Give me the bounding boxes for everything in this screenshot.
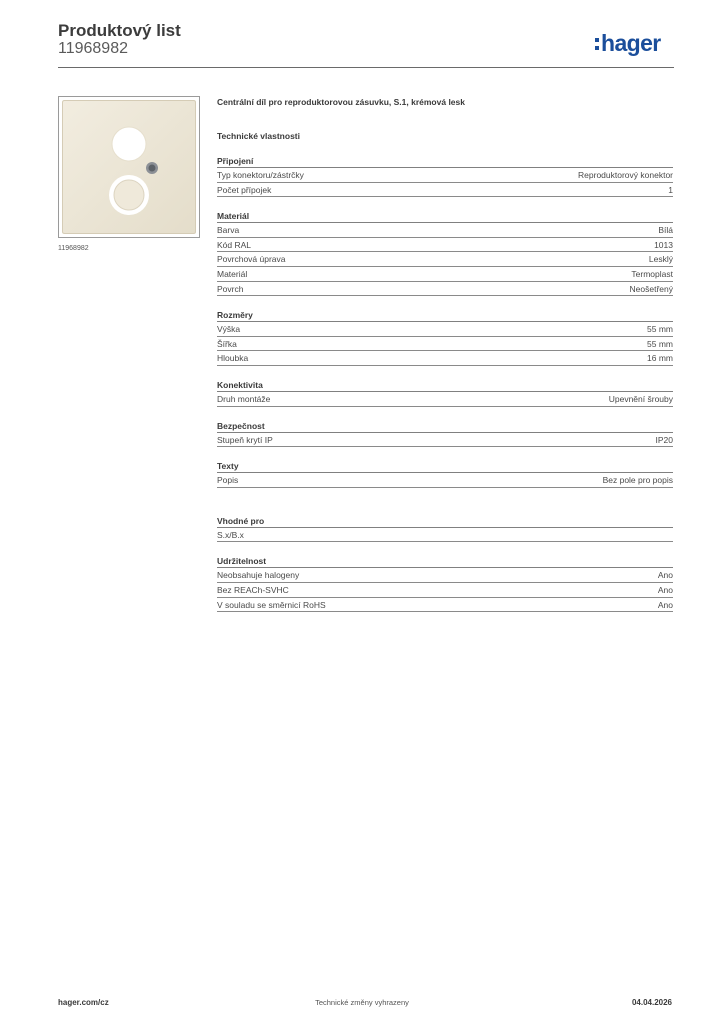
spec-value: Termoplast bbox=[631, 268, 673, 279]
spec-section bbox=[217, 156, 673, 197]
spec-value: Ano bbox=[657, 599, 673, 610]
spec-row bbox=[217, 183, 673, 198]
spec-label: Povrch bbox=[217, 283, 244, 294]
spec-label: Výška bbox=[217, 324, 241, 335]
spec-value: 16 mm bbox=[647, 353, 673, 364]
image-caption: 11968982 bbox=[58, 245, 89, 252]
spec-label: Hloubka bbox=[217, 353, 249, 364]
product-image bbox=[58, 96, 200, 238]
section-title: Bezpečnost bbox=[217, 421, 673, 433]
section-title: Vhodné pro bbox=[217, 516, 673, 528]
footer-website: hager.com/cz bbox=[58, 998, 109, 1007]
spec-label: V souladu se směrnicí RoHS bbox=[217, 599, 326, 610]
hager-logo bbox=[595, 30, 661, 57]
spec-value: IP20 bbox=[655, 434, 673, 445]
logo-colon-icon bbox=[595, 38, 600, 51]
spec-section bbox=[217, 556, 673, 612]
spec-row bbox=[217, 392, 673, 407]
spec-value: 55 mm bbox=[647, 338, 673, 349]
spec-value: 1 bbox=[668, 184, 673, 195]
spec-section bbox=[217, 310, 673, 366]
spec-value: Upevnění šrouby bbox=[608, 393, 673, 404]
spec-sections bbox=[217, 156, 673, 612]
section-title: Konektivita bbox=[217, 380, 673, 392]
spec-value: 55 mm bbox=[647, 324, 673, 335]
spec-section bbox=[217, 211, 673, 296]
spec-row bbox=[217, 337, 673, 352]
spec-row bbox=[217, 168, 673, 183]
spec-row bbox=[217, 238, 673, 253]
spec-value: Ano bbox=[657, 584, 673, 595]
spec-row bbox=[217, 351, 673, 366]
page-title: Produktový list bbox=[58, 21, 181, 40]
spec-label: Bez REACh-SVHC bbox=[217, 584, 289, 595]
footer-date: 04.04.2026 bbox=[631, 998, 672, 1007]
spec-label: Druh montáže bbox=[217, 393, 271, 404]
spec-value: Ano bbox=[657, 570, 673, 581]
spec-row bbox=[217, 568, 673, 583]
logo-text: hager bbox=[601, 30, 661, 56]
spec-value: Bílá bbox=[658, 225, 673, 236]
spec-row bbox=[217, 473, 673, 488]
spec-value: Lesklý bbox=[648, 254, 673, 265]
spec-row bbox=[217, 528, 673, 543]
spec-row bbox=[217, 583, 673, 598]
spec-label: Povrchová úprava bbox=[217, 254, 286, 265]
spec-label: Počet přípojek bbox=[217, 184, 272, 195]
spec-label: Typ konektoru/zástrčky bbox=[217, 170, 304, 180]
spec-value: Bez pole pro popis bbox=[602, 475, 673, 486]
spec-row bbox=[217, 598, 673, 613]
spec-label: Stupeň krytí IP bbox=[217, 434, 273, 445]
spec-section bbox=[217, 461, 673, 488]
spec-label: Materiál bbox=[217, 268, 248, 279]
product-number: 11968982 bbox=[58, 40, 128, 57]
socket-plate-icon bbox=[62, 100, 196, 234]
spec-row bbox=[217, 252, 673, 267]
section-title: Materiál bbox=[217, 211, 673, 223]
spec-section bbox=[217, 516, 673, 543]
spec-section bbox=[217, 380, 673, 407]
product-description: Centrální díl pro reproduktorovou zásuvku, S.1, krémová lesk bbox=[217, 97, 465, 107]
header-divider bbox=[58, 67, 674, 68]
spec-row bbox=[217, 223, 673, 238]
spec-row bbox=[217, 267, 673, 282]
spec-label: Kód RAL bbox=[217, 239, 252, 250]
spec-label: Šířka bbox=[217, 338, 237, 349]
spec-row bbox=[217, 433, 673, 448]
spec-label: S.x/B.x bbox=[217, 529, 244, 540]
spec-value: Reproduktorový konektor bbox=[578, 170, 673, 180]
footer-notice: Technické změny vyhrazeny bbox=[315, 998, 409, 1007]
spec-label: Barva bbox=[217, 225, 240, 236]
spec-label: Neobsahuje halogeny bbox=[217, 570, 300, 581]
spec-value: 1013 bbox=[654, 239, 673, 250]
spec-content bbox=[217, 96, 673, 612]
spec-row bbox=[217, 282, 673, 297]
spec-label: Popis bbox=[217, 475, 239, 486]
section-title: Připojení bbox=[217, 156, 673, 168]
spec-section bbox=[217, 421, 673, 448]
spec-value: Neošetřený bbox=[629, 283, 673, 294]
spec-row bbox=[217, 322, 673, 337]
section-title: Udržitelnost bbox=[217, 556, 673, 568]
section-title: Rozměry bbox=[217, 310, 673, 322]
section-title: Texty bbox=[217, 461, 673, 473]
specs-heading: Technické vlastnosti bbox=[217, 131, 300, 141]
